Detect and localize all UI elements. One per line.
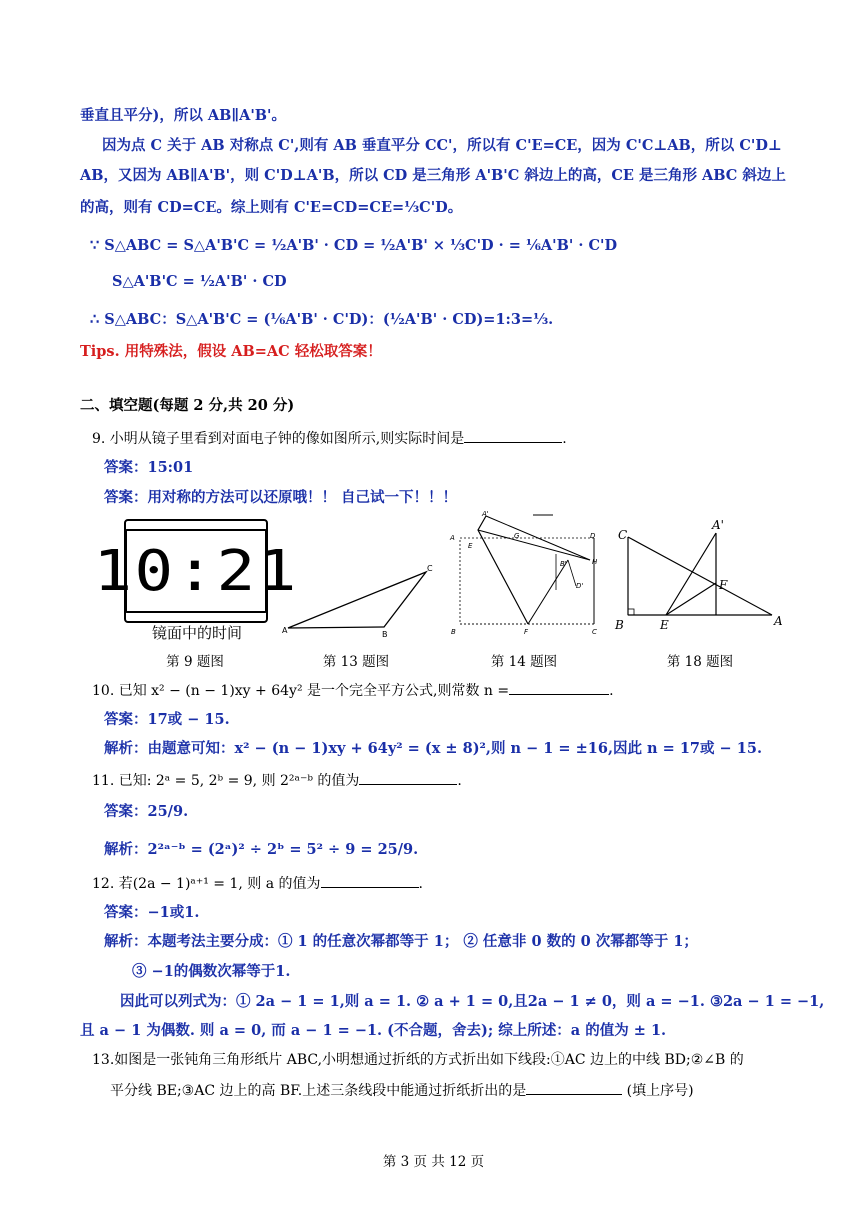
q10-answer: 答案：17或 − 15.	[104, 711, 230, 728]
answer-blank	[359, 770, 457, 785]
svg-text:B': B'	[560, 560, 567, 568]
svg-text:E: E	[660, 618, 669, 632]
svg-text:E: E	[468, 542, 473, 550]
section-title: 二、填空题(每题 2 分,共 20 分)	[80, 397, 295, 414]
svg-text:F: F	[719, 578, 728, 592]
question-10: 10. 已知 x² − (n − 1)xy + 64y² 是一个完全平方公式,则常数 n = .	[92, 680, 614, 701]
figure-9-caption: 第 9 题图	[166, 654, 224, 670]
answer-blank	[509, 680, 609, 695]
page-footer: 第 3 页 共 12 页	[382, 1154, 485, 1170]
svg-text:D': D'	[576, 582, 584, 590]
formula-ratio: ∴ S△ABC：S△A'B'C = (⅙A'B' · C'D)：(½A'B' · CD)=1:3=⅓.	[90, 311, 554, 328]
tips-line: Tips. 用特殊法，假设 AB=AC 轻松取答案！	[80, 343, 382, 360]
svg-text:C: C	[592, 628, 597, 636]
q10-solution: 解析：由题意可知：x² − (n − 1)xy + 64y² = (x ± 8)²,则 n − 1 = ±16,因此 n = 17或 − 15.	[104, 740, 762, 757]
figure-13-caption: 第 13 题图	[322, 654, 390, 670]
svg-text:A: A	[450, 534, 455, 542]
q12-solution-3: 因此可以列式为：① 2a − 1 = 1,则 a = 1. ② a + 1 = 0,且2a − 1 ≠ 0，则 a = −1. ③2a − 1 = −1,	[120, 993, 825, 1010]
svg-text:H: H	[592, 558, 598, 566]
svg-text:D: D	[590, 532, 596, 540]
question-9-text: 9. 小明从镜子里看到对面电子钟的像如图所示,则实际时间是	[92, 431, 465, 447]
q9-hint: 答案：用对称的方法可以还原哦！！ 自己试一下！！！	[104, 489, 458, 506]
clock-digits: 10:21	[125, 529, 268, 613]
formula-area-1: ∵ S△ABC = S△A'B'C = ½A'B' · CD = ½A'B' × ⅓C'D · = ⅙A'B' · C'D	[90, 237, 618, 254]
answer-blank	[526, 1080, 622, 1095]
question-13-line-1: 13.如图是一张钝角三角形纸片 ABC,小明想通过折纸的方式折出如下线段:①AC 边上的中线 BD;②∠B 的	[92, 1052, 744, 1068]
q9-answer: 答案：15:01	[104, 459, 194, 476]
question-10-text: 10. 已知 x² − (n − 1)xy + 64y² 是一个完全平方公式,则常数 n =	[92, 683, 510, 699]
q12-solution-2: ③ −1的偶数次幂等于1.	[132, 963, 291, 980]
proof-line-1: 垂直且平分)，所以 AB∥A'B'。	[80, 107, 286, 124]
clock-caption: 镜面中的时间	[151, 624, 242, 642]
question-13-line-2	[110, 1080, 694, 1101]
triangle-13-figure	[280, 560, 440, 640]
formula-area-2: S△A'B'C = ½A'B' · CD	[112, 273, 287, 290]
proof-line-4: 的高，则有 CD=CE。综上则有 C'E=CD=CE=⅓C'D。	[80, 199, 463, 216]
svg-text:A: A	[282, 626, 288, 635]
svg-text:G: G	[514, 532, 520, 540]
question-11-text: 11. 已知: 2ᵃ = 5, 2ᵇ = 9, 则 2²ᵃ⁻ᵇ 的值为	[92, 773, 360, 789]
q12-solution-4: 且 a − 1 为偶数. 则 a = 0, 而 a − 1 = −1. (不合题，舍去); 综上所述：a 的值为 ± 1.	[80, 1022, 667, 1039]
q12-answer: 答案：−1或1.	[104, 904, 200, 921]
svg-text:F: F	[524, 628, 529, 636]
question-12-text: 12. 若(2a − 1)ᵃ⁺¹ = 1, 则 a 的值为	[92, 876, 321, 892]
proof-line-3: AB，又因为 AB∥A'B'，则 C'D⊥A'B，所以 CD 是三角形 A'B'C 斜边上的高，CE 是三角形 ABC 斜边上	[80, 167, 786, 184]
q11-solution: 解析：2²ᵃ⁻ᵇ = (2ᵃ)² ÷ 2ᵇ = 5² ÷ 9 = 25/9.	[104, 841, 419, 858]
svg-text:A': A'	[482, 510, 489, 518]
fold-14-figure	[448, 508, 608, 638]
triangle-18-figure	[612, 515, 792, 635]
svg-text:B: B	[382, 630, 388, 639]
answer-blank	[464, 428, 562, 443]
svg-text:C: C	[427, 564, 433, 573]
question-13-text: 平分线 BE;③AC 边上的高 BF.上述三条线段中能通过折纸折出的是	[110, 1083, 527, 1099]
q11-answer: 答案：25/9.	[104, 803, 189, 820]
proof-line-2: 因为点 C 关于 AB 对称点 C',则有 AB 垂直平分 CC'，所以有 C'E=CE，因为 C'C⊥AB，所以 C'D⊥	[102, 137, 782, 154]
svg-text:B: B	[615, 618, 624, 632]
question-11: 11. 已知: 2ᵃ = 5, 2ᵇ = 9, 则 2²ᵃ⁻ᵇ 的值为 .	[92, 770, 462, 791]
answer-blank	[321, 873, 419, 888]
question-9: 9. 小明从镜子里看到对面电子钟的像如图所示,则实际时间是 .	[92, 428, 567, 449]
svg-text:C: C	[618, 528, 628, 542]
svg-text:B: B	[451, 628, 456, 636]
question-12: 12. 若(2a − 1)ᵃ⁺¹ = 1, 则 a 的值为 .	[92, 873, 423, 894]
figure-18-caption: 第 18 题图	[666, 654, 734, 670]
svg-text:A: A	[774, 614, 783, 628]
q12-solution-1: 解析：本题考法主要分成：① 1 的任意次幂都等于 1； ② 任意非 0 数的 0 次幂都等于 1；	[104, 933, 698, 950]
question-13-tail: (填上序号)	[626, 1083, 694, 1099]
svg-text:A': A'	[712, 518, 724, 532]
figure-14-caption: 第 14 题图	[490, 654, 558, 670]
mirror-clock-figure	[93, 519, 299, 623]
